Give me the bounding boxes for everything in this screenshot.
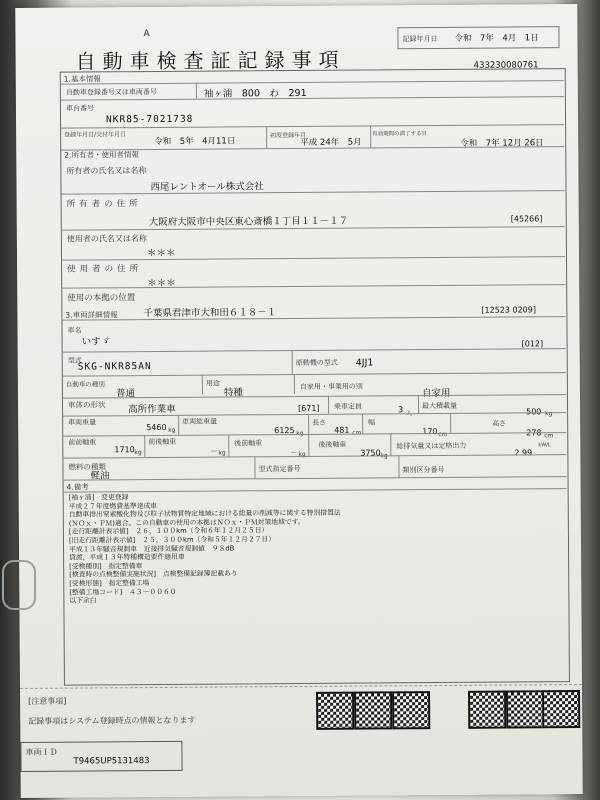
remarks-list xyxy=(69,492,350,606)
remark-line: 自動車排出窒素酸化物及び粒子状物質特定地域における総量の削減等に関する特別措置法(ＮＯｘ・ＰＭ)適合。この自動車の使用の本拠はＮＯｘ・ＰＭ対策地域です。 xyxy=(68,508,341,528)
remark-line: [受検種別] 指定整備車 xyxy=(69,561,143,571)
owner-name-value: 西尾レントオール株式会社 xyxy=(150,181,264,194)
remark-line: [走行距離計表示値] ２６，１００km（令和６年１２月２５日） xyxy=(68,526,269,536)
qr-code-2 xyxy=(354,691,392,729)
page-title: 自動車検査証記録事項 xyxy=(75,47,346,74)
user-address-value: ＊＊＊ xyxy=(147,277,176,290)
displacement-value: 2.99 xyxy=(514,448,533,458)
capacity-value: 3 xyxy=(398,405,404,415)
initial-registration-label: 初度登録年月 xyxy=(270,131,307,140)
width-unit: cm xyxy=(438,430,448,439)
notice-title: [注意事項] xyxy=(28,696,67,706)
model-value: SKG-NKR85AN xyxy=(77,361,152,373)
expiry-date-value: 令和 7年 12月 26日 xyxy=(460,138,544,149)
vehicle-weight-unit: kg xyxy=(168,426,176,434)
remark-line: [受検形態] 指定整備工場 xyxy=(69,578,150,588)
body-shape-label: 車体の形状 xyxy=(67,400,106,410)
vehicle-id-label: 車両ＩＤ xyxy=(25,747,58,757)
front-front-axle-label: 前前軸重 xyxy=(68,438,97,447)
height-unit: cm xyxy=(544,432,554,440)
make-value: いすゞ xyxy=(81,336,111,348)
base-location-code: [12523 0209] xyxy=(481,305,536,315)
qr-code-4 xyxy=(468,691,506,729)
paper-clip xyxy=(2,560,36,610)
front-rear-axle-unit: kg xyxy=(218,449,226,457)
qr-code-3 xyxy=(392,691,430,729)
rear-rear-axle-unit: kg xyxy=(380,452,388,460)
rear-front-axle-value: － xyxy=(290,449,298,458)
qr-code-1 xyxy=(316,692,354,730)
remark-line: [整備工場コード] ４３－００６０ xyxy=(69,587,177,597)
user-name-label: 使用者の氏名又は名称 xyxy=(66,234,147,244)
vehicle-id-box xyxy=(20,741,182,772)
width-value: 170 xyxy=(422,427,438,437)
qr-code-5 xyxy=(506,690,544,728)
use-value: 特種 xyxy=(223,387,243,399)
vehicle-id-value: T9465UP5131483 xyxy=(73,756,150,767)
engine-model-value: 4JJ1 xyxy=(355,357,374,369)
owner-address-label: 所有者の住所 xyxy=(66,199,142,210)
base-location-label: 使用の本拠の位置 xyxy=(67,293,136,304)
user-address-label: 使用者の住所 xyxy=(67,264,143,275)
rear-rear-axle-value: 3750 xyxy=(360,448,381,458)
use-label: 用途 xyxy=(205,379,220,388)
owner-address-code: [45266] xyxy=(510,214,543,224)
gross-weight-value: 6125 xyxy=(274,426,295,436)
remarks-end-note: 以下余白 xyxy=(69,596,97,605)
remark-line: [旧走行距離計表示値] ２５，３００km（令和５年１２月２７日） xyxy=(68,535,276,545)
remark-line: 平成２７年度燃費基準達成車 xyxy=(68,501,158,511)
chassis-number-label: 車台番号 xyxy=(65,104,94,113)
max-load-unit: kg xyxy=(545,410,553,418)
displacement-label: 総排気量又は定格出力 xyxy=(396,441,467,451)
fuel-type-label: 燃料の種類 xyxy=(68,462,106,472)
registration-date-value: 令和 5年 4月11日 xyxy=(154,136,236,148)
initial-registration-value: 平成 24年 5月 xyxy=(300,137,362,148)
width-label: 幅 xyxy=(368,418,376,427)
section-basic-heading: 1.基本情報 xyxy=(63,74,101,84)
base-location-value: 千葉県君津市大和田６１８－１ xyxy=(143,307,277,320)
body-shape-value: 高所作業車 xyxy=(128,403,176,416)
rear-front-axle-unit: kg xyxy=(298,450,306,459)
model-label: 型式 xyxy=(67,356,82,365)
class-number-label: 類別区分番号 xyxy=(402,465,445,475)
record-date-box xyxy=(397,26,559,49)
section-owner-heading: 2.所有者・使用者情報 xyxy=(64,150,139,160)
remark-line: [検査時の点検整備実施状況] 点検整備記録簿記載あり xyxy=(69,569,238,579)
page-mark: A xyxy=(143,29,150,40)
capacity-unit: 人 xyxy=(406,410,413,418)
vehicle-kind-label: 自動車の種別 xyxy=(65,380,105,389)
rear-rear-axle-label: 後後軸重 xyxy=(318,440,347,449)
vehicle-weight-value: 5460 xyxy=(146,422,167,433)
remark-line: 貸渡，平成１３年特種構造要件適用車 xyxy=(69,552,185,562)
record-date-label: 記録年月日 xyxy=(402,35,438,44)
section-vehicle-heading: 3.車両詳細情報 xyxy=(65,310,118,320)
max-load-label: 最大積載量 xyxy=(422,401,458,411)
chassis-number-value: NKR85-7021738 xyxy=(105,113,194,126)
section-remarks-heading: 4.備考 xyxy=(66,482,89,492)
front-rear-axle-label: 前後軸重 xyxy=(148,437,177,447)
length-value: 481 xyxy=(334,425,350,435)
front-front-axle-unit: kg xyxy=(134,449,142,457)
owner-name-label: 所有者の氏名又は名称 xyxy=(66,166,147,176)
remark-line: 平成１３年騒音規制車 近接排気騒音規制値 ９８dB xyxy=(69,544,235,554)
body-shape-code: [671] xyxy=(298,403,320,414)
type-designation-label: 型式指定番号 xyxy=(258,464,301,474)
qr-code-6 xyxy=(542,690,580,728)
gross-weight-label: 車両総重量 xyxy=(182,417,218,426)
registration-date-label: 登録年月日/交付年月日 xyxy=(64,131,127,139)
vehicle-kind-value: 普通 xyxy=(115,388,135,400)
max-load-value: 500 xyxy=(526,407,542,417)
fuel-type-value: 軽油 xyxy=(90,470,110,482)
front-front-axle-value: 1710 xyxy=(114,445,135,455)
make-code: [012] xyxy=(521,339,544,349)
height-label: 高さ xyxy=(492,419,507,428)
notice-text: 記録事項はシステム登録時点の情報となります xyxy=(28,715,196,726)
vehicle-weight-label: 車両重量 xyxy=(68,418,97,427)
capacity-label: 乗車定員 xyxy=(334,402,363,411)
expiry-date-label: 有効期間の満了する日 xyxy=(372,131,428,138)
business-use-label: 自家用・事業用の別 xyxy=(299,382,363,391)
registration-number-value: 袖ヶ浦 800 わ 291 xyxy=(203,87,307,100)
registration-number-label: 自動車登録番号又は車両番号 xyxy=(65,87,157,97)
gross-weight-unit: kg xyxy=(296,429,304,438)
remark-line: [袖ヶ浦] 変更登録 xyxy=(68,493,129,502)
business-use-value: 自家用 xyxy=(421,387,451,400)
front-rear-axle-value: － xyxy=(210,447,218,456)
user-name-value: ＊＊＊ xyxy=(146,247,176,260)
inspection-certificate-sheet xyxy=(15,4,583,798)
displacement-unit: kW/L xyxy=(538,442,551,449)
length-label: 長さ xyxy=(312,418,327,427)
height-value: 278 xyxy=(526,428,542,438)
record-date-value: 令和 7年 4月 1日 xyxy=(454,33,539,44)
owner-address-value: 大阪府大阪市中央区東心斎橋１丁目１１－１７ xyxy=(148,215,349,229)
rear-front-axle-label: 後前軸重 xyxy=(234,439,263,448)
make-label: 車名 xyxy=(67,326,82,335)
document-serial: 433230080761 xyxy=(473,60,539,71)
length-unit: cm xyxy=(352,429,362,437)
engine-model-label: 原動機の型式 xyxy=(295,358,338,368)
